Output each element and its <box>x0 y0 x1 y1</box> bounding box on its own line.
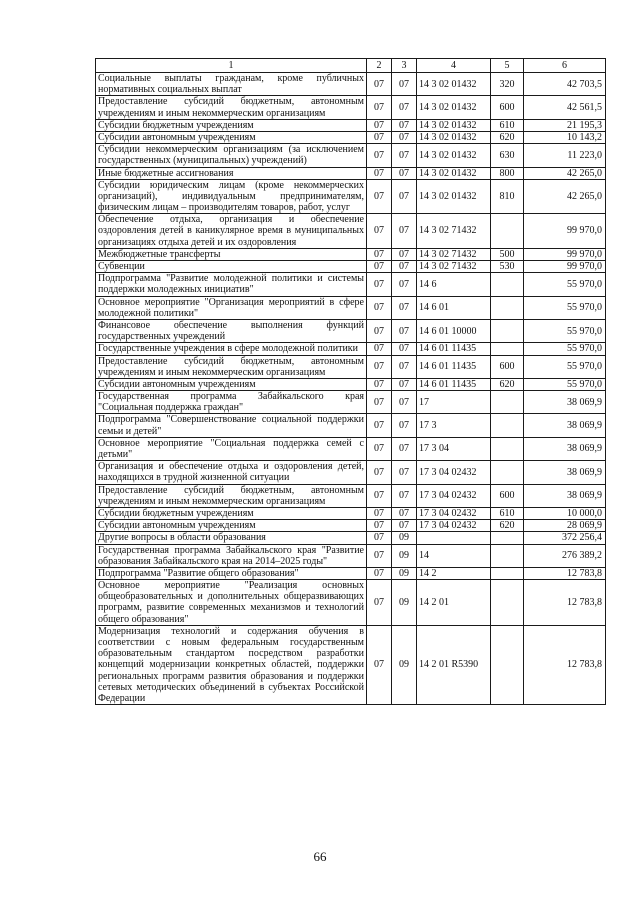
row-expense-type: 610 <box>491 119 524 131</box>
row-section: 07 <box>367 343 392 355</box>
row-subsection: 07 <box>392 461 417 484</box>
row-section: 07 <box>367 73 392 96</box>
row-expense-type <box>491 214 524 249</box>
row-amount: 12 783,8 <box>524 567 606 579</box>
header-col-3: 3 <box>392 59 417 73</box>
row-expense-type: 600 <box>491 484 524 507</box>
row-amount: 38 069,9 <box>524 391 606 414</box>
row-target-code: 14 3 02 01432 <box>417 167 491 179</box>
row-name: Иные бюджетные ассигнования <box>96 167 367 179</box>
row-name: Основное мероприятие "Социальная поддержка семей с детьми" <box>96 437 367 460</box>
row-amount: 55 970,0 <box>524 343 606 355</box>
row-amount: 28 069,9 <box>524 520 606 532</box>
row-section: 07 <box>367 273 392 296</box>
table-row <box>96 119 606 131</box>
row-target-code: 14 3 02 01432 <box>417 144 491 167</box>
row-section: 07 <box>367 532 392 544</box>
row-expense-type: 600 <box>491 355 524 378</box>
row-name: Основное мероприятие "Организация мероприятий в сфере молодежной политики" <box>96 296 367 319</box>
row-subsection: 07 <box>392 248 417 260</box>
row-name: Субсидии некоммерческим организациям (за исключением государственных (муниципальных) учреждений) <box>96 144 367 167</box>
table-row <box>96 131 606 143</box>
row-subsection: 07 <box>392 214 417 249</box>
row-subsection: 07 <box>392 343 417 355</box>
row-subsection: 07 <box>392 261 417 273</box>
budget-table <box>95 58 606 705</box>
row-target-code: 14 2 01 R5390 <box>417 625 491 704</box>
row-name: Модернизация технологий и содержания обучения в соответствии с новым федеральным государственным образовательным стандартом посредством разработки концепций модернизации конкретных областей, поддержки региональных программ развития образования и поддержки сетевых методических объединений в субъектах Российской Федерации <box>96 625 367 704</box>
row-target-code: 17 3 04 02432 <box>417 484 491 507</box>
table-row <box>96 625 606 704</box>
row-expense-type <box>491 567 524 579</box>
row-name: Подпрограмма "Развитие молодежной политики и системы поддержки молодежных инициатив" <box>96 273 367 296</box>
row-expense-type <box>491 319 524 342</box>
row-expense-type <box>491 461 524 484</box>
row-subsection: 07 <box>392 119 417 131</box>
row-amount: 38 069,9 <box>524 414 606 437</box>
table-row <box>96 179 606 214</box>
row-name: Межбюджетные трансферты <box>96 248 367 260</box>
row-section: 07 <box>367 414 392 437</box>
row-section: 07 <box>367 119 392 131</box>
row-name: Государственная программа Забайкальского края "Развитие образования Забайкальского края на 2014–2025 годы" <box>96 544 367 567</box>
row-amount: 55 970,0 <box>524 378 606 390</box>
table-row <box>96 567 606 579</box>
row-section: 07 <box>367 437 392 460</box>
row-name: Субсидии бюджетным учреждениям <box>96 119 367 131</box>
row-expense-type <box>491 414 524 437</box>
row-amount: 38 069,9 <box>524 484 606 507</box>
row-name: Субсидии автономным учреждениям <box>96 520 367 532</box>
row-amount: 99 970,0 <box>524 248 606 260</box>
table-row <box>96 167 606 179</box>
row-section: 07 <box>367 580 392 626</box>
table-row <box>96 378 606 390</box>
row-target-code: 14 3 02 01432 <box>417 119 491 131</box>
header-col-4: 4 <box>417 59 491 73</box>
table-row <box>96 214 606 249</box>
row-expense-type: 620 <box>491 378 524 390</box>
row-section: 07 <box>367 391 392 414</box>
row-target-code: 14 2 01 <box>417 580 491 626</box>
row-section: 07 <box>367 544 392 567</box>
row-name: Подпрограмма "Совершенствование социальной поддержки семьи и детей" <box>96 414 367 437</box>
table-row <box>96 261 606 273</box>
row-amount: 55 970,0 <box>524 319 606 342</box>
row-subsection: 09 <box>392 625 417 704</box>
row-target-code: 17 <box>417 391 491 414</box>
row-name: Субвенции <box>96 261 367 273</box>
row-section: 07 <box>367 461 392 484</box>
row-subsection: 09 <box>392 580 417 626</box>
row-section: 07 <box>367 296 392 319</box>
row-amount: 42 703,5 <box>524 73 606 96</box>
table-row <box>96 544 606 567</box>
row-name: Субсидии бюджетным учреждениям <box>96 507 367 519</box>
row-subsection: 07 <box>392 144 417 167</box>
row-expense-type <box>491 625 524 704</box>
header-row <box>96 59 606 73</box>
row-amount: 38 069,9 <box>524 461 606 484</box>
row-subsection: 07 <box>392 378 417 390</box>
row-subsection: 07 <box>392 179 417 214</box>
row-target-code: 14 6 <box>417 273 491 296</box>
row-expense-type <box>491 296 524 319</box>
row-subsection: 09 <box>392 544 417 567</box>
row-expense-type <box>491 532 524 544</box>
row-name: Обеспечение отдыха, организация и обеспечение оздоровления детей в каникулярное время в муниципальных организациях отдыха детей и их оздоровления <box>96 214 367 249</box>
table-row <box>96 461 606 484</box>
row-subsection: 07 <box>392 391 417 414</box>
row-section: 07 <box>367 355 392 378</box>
table-row <box>96 355 606 378</box>
row-amount: 99 970,0 <box>524 261 606 273</box>
row-amount: 55 970,0 <box>524 296 606 319</box>
table-row <box>96 484 606 507</box>
row-expense-type <box>491 343 524 355</box>
row-expense-type: 810 <box>491 179 524 214</box>
row-amount: 10 143,2 <box>524 131 606 143</box>
row-name: Другие вопросы в области образования <box>96 532 367 544</box>
row-amount: 12 783,8 <box>524 625 606 704</box>
row-target-code: 14 3 02 01432 <box>417 96 491 119</box>
table-row <box>96 248 606 260</box>
row-target-code: 17 3 04 02432 <box>417 507 491 519</box>
row-subsection: 07 <box>392 296 417 319</box>
table-row <box>96 319 606 342</box>
row-target-code: 14 6 01 11435 <box>417 378 491 390</box>
row-section: 07 <box>367 131 392 143</box>
header-col-1: 1 <box>96 59 367 73</box>
row-section: 07 <box>367 214 392 249</box>
header-col-6: 6 <box>524 59 606 73</box>
row-target-code: 17 3 04 02432 <box>417 461 491 484</box>
row-name: Финансовое обеспечение выполнения функций государственных учреждений <box>96 319 367 342</box>
row-section: 07 <box>367 248 392 260</box>
row-amount: 372 256,4 <box>524 532 606 544</box>
row-section: 07 <box>367 378 392 390</box>
row-expense-type <box>491 273 524 296</box>
row-expense-type <box>491 437 524 460</box>
row-amount: 38 069,9 <box>524 437 606 460</box>
row-subsection: 07 <box>392 73 417 96</box>
row-section: 07 <box>367 507 392 519</box>
table-header <box>96 59 606 73</box>
row-section: 07 <box>367 520 392 532</box>
row-name: Государственные учреждения в сфере молодежной политики <box>96 343 367 355</box>
table-row <box>96 391 606 414</box>
row-subsection: 07 <box>392 355 417 378</box>
table-row <box>96 273 606 296</box>
row-section: 07 <box>367 179 392 214</box>
row-target-code: 17 3 04 02432 <box>417 520 491 532</box>
row-expense-type: 530 <box>491 261 524 273</box>
row-subsection: 07 <box>392 273 417 296</box>
table-body <box>96 73 606 705</box>
row-amount: 21 195,3 <box>524 119 606 131</box>
row-subsection: 07 <box>392 507 417 519</box>
row-expense-type: 500 <box>491 248 524 260</box>
row-amount: 10 000,0 <box>524 507 606 519</box>
row-subsection: 07 <box>392 437 417 460</box>
table-row <box>96 580 606 626</box>
row-target-code: 14 6 01 10000 <box>417 319 491 342</box>
row-section: 07 <box>367 625 392 704</box>
row-target-code: 14 3 02 01432 <box>417 179 491 214</box>
row-amount: 42 561,5 <box>524 96 606 119</box>
row-amount: 11 223,0 <box>524 144 606 167</box>
row-subsection: 07 <box>392 131 417 143</box>
row-section: 07 <box>367 261 392 273</box>
row-amount: 42 265,0 <box>524 179 606 214</box>
row-name: Организация и обеспечение отдыха и оздоровления детей, находящихся в трудной жизненной ситуации <box>96 461 367 484</box>
row-target-code: 14 3 02 01432 <box>417 73 491 96</box>
row-expense-type <box>491 544 524 567</box>
row-expense-type <box>491 391 524 414</box>
row-subsection: 07 <box>392 319 417 342</box>
row-expense-type: 610 <box>491 507 524 519</box>
row-name: Подпрограмма "Развитие общего образования" <box>96 567 367 579</box>
row-amount: 12 783,8 <box>524 580 606 626</box>
page-number: 66 <box>313 849 327 864</box>
row-name: Государственная программа Забайкальского края "Социальная поддержка граждан" <box>96 391 367 414</box>
row-subsection: 09 <box>392 532 417 544</box>
row-amount: 42 265,0 <box>524 167 606 179</box>
row-expense-type: 800 <box>491 167 524 179</box>
row-subsection: 07 <box>392 167 417 179</box>
row-target-code: 14 6 01 11435 <box>417 343 491 355</box>
row-target-code: 17 3 <box>417 414 491 437</box>
row-amount: 55 970,0 <box>524 273 606 296</box>
row-name: Предоставление субсидий бюджетным, автономным учреждениям и иным некоммерческим организациям <box>96 355 367 378</box>
table-row <box>96 414 606 437</box>
row-amount: 55 970,0 <box>524 355 606 378</box>
row-section: 07 <box>367 484 392 507</box>
row-name: Субсидии автономным учреждениям <box>96 131 367 143</box>
row-section: 07 <box>367 96 392 119</box>
row-target-code: 14 3 02 01432 <box>417 131 491 143</box>
row-target-code: 14 <box>417 544 491 567</box>
row-name: Социальные выплаты гражданам, кроме публичных нормативных социальных выплат <box>96 73 367 96</box>
row-subsection: 09 <box>392 567 417 579</box>
row-target-code: 17 3 04 <box>417 437 491 460</box>
row-target-code: 14 3 02 71432 <box>417 248 491 260</box>
row-subsection: 07 <box>392 414 417 437</box>
row-expense-type: 630 <box>491 144 524 167</box>
row-expense-type <box>491 580 524 626</box>
row-name: Субсидии автономным учреждениям <box>96 378 367 390</box>
row-target-code <box>417 532 491 544</box>
row-amount: 99 970,0 <box>524 214 606 249</box>
row-subsection: 07 <box>392 96 417 119</box>
row-expense-type: 620 <box>491 520 524 532</box>
header-col-5: 5 <box>491 59 524 73</box>
row-expense-type: 320 <box>491 73 524 96</box>
row-subsection: 07 <box>392 484 417 507</box>
table-row <box>96 96 606 119</box>
table-row <box>96 296 606 319</box>
table-row <box>96 507 606 519</box>
row-section: 07 <box>367 167 392 179</box>
row-name: Предоставление субсидий бюджетным, автономным учреждениям и иным некоммерческим организациям <box>96 484 367 507</box>
row-expense-type: 620 <box>491 131 524 143</box>
row-target-code: 14 3 02 71432 <box>417 261 491 273</box>
row-name: Субсидии юридическим лицам (кроме некоммерческих организаций), индивидуальным предпринимателям, физическим лицам – производителям товаров, работ, услуг <box>96 179 367 214</box>
row-target-code: 14 6 01 <box>417 296 491 319</box>
row-target-code: 14 2 <box>417 567 491 579</box>
row-expense-type: 600 <box>491 96 524 119</box>
row-section: 07 <box>367 144 392 167</box>
row-target-code: 14 6 01 11435 <box>417 355 491 378</box>
row-section: 07 <box>367 319 392 342</box>
row-name: Предоставление субсидий бюджетным, автономным учреждениям и иным некоммерческим организациям <box>96 96 367 119</box>
table-row <box>96 520 606 532</box>
table-row <box>96 144 606 167</box>
row-subsection: 07 <box>392 520 417 532</box>
row-target-code: 14 3 02 71432 <box>417 214 491 249</box>
row-name: Основное мероприятие "Реализация основных общеобразовательных и дополнительных общеразвивающих программ, развитие современных механизмов и технологий общего образования" <box>96 580 367 626</box>
row-amount: 276 389,2 <box>524 544 606 567</box>
table-row <box>96 437 606 460</box>
header-col-2: 2 <box>367 59 392 73</box>
table-row <box>96 73 606 96</box>
table-row <box>96 343 606 355</box>
table-row <box>96 532 606 544</box>
row-section: 07 <box>367 567 392 579</box>
